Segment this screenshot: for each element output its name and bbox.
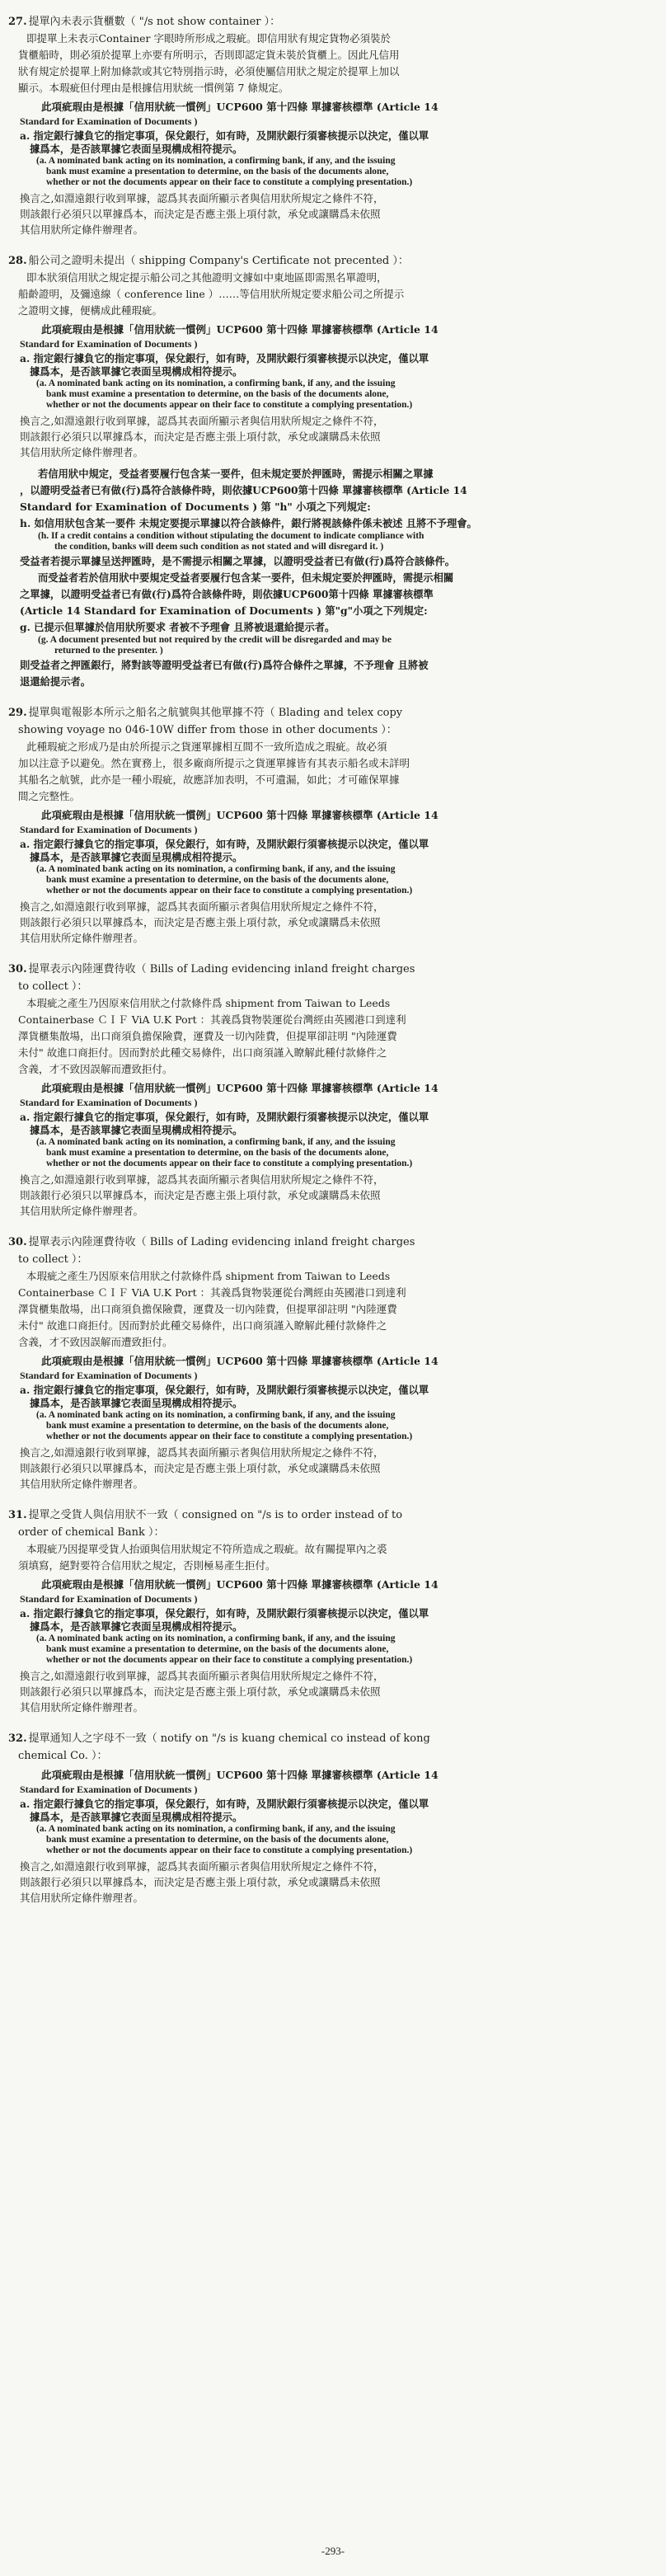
- article-text: a. 指定銀行據負它的指定事項，保兌銀行，如有時，及開狀銀行須審核提示以決定，僅以單: [20, 1384, 429, 1396]
- note-text: Standard for Examination of Documents ) 第 "h" 小項之下列規定:: [20, 501, 371, 513]
- citation-heading: Standard for Examination of Documents ): [20, 1370, 198, 1381]
- citation-block: [8, 99, 659, 237]
- article-text: a. 指定銀行據負它的指定事項，保兌銀行，如有時，及開狀銀行須審核提示以決定，僅以單: [20, 1111, 429, 1123]
- section-title: 30. 提單表示內陸運費待收（ Bills of Lading evidencing inland freight charges: [8, 963, 415, 975]
- article-english: whether or not the documents appear on their face to constitute a complying presentation.): [46, 400, 413, 410]
- article-english: bank must examine a presentation to determine, on the basis of the documents alone,: [46, 1148, 389, 1158]
- paragraph: 含義，才不致因誤解而遭致拒付。: [18, 1063, 173, 1075]
- article-text: 據爲本，是否該單據它表面呈現構成相符提示。: [30, 1397, 243, 1409]
- paragraph: 澤貨櫃集散場，出口商須負擔保險費，運費及一切內陸費，但提單卻註明 "內陸運費: [18, 1030, 397, 1042]
- section-30: [8, 961, 659, 1219]
- note-text: ，以證明受益者已有做(行)爲符合該條件時，則依據UCP600第十四條 單據審核標準 (Article 14: [20, 484, 467, 496]
- section-31: [8, 1507, 659, 1715]
- rule-h: h. 如信用狀包含某一要件 未規定要提示單據以符合該條件，銀行將視該條件係未被述 且將不予理會。: [20, 517, 477, 529]
- article-english: bank must examine a presentation to determine, on the basis of the documents alone,: [46, 389, 389, 399]
- article-english: whether or not the documents appear on their face to constitute a complying presentation.): [46, 1845, 413, 1855]
- article-english: whether or not the documents appear on their face to constitute a complying presentation.): [46, 1655, 413, 1665]
- paragraph: 未付" 故進口商拒付。因而對於此種交易條件，出口商須謹入瞭解此種付款條件之: [18, 1319, 387, 1332]
- section-title: 32. 提單通知人之字母不一致（ notify on "/s is kuang chemical co instead of kong: [8, 1732, 430, 1745]
- explanation: 換言之,如淵遠銀行收到單據，認爲其表面所顯示者與信用狀所規定之條件不符，: [20, 192, 384, 204]
- article-text: a. 指定銀行據負它的指定事項，保兌銀行，如有時，及開狀銀行須審核提示以決定，僅以單: [20, 1607, 429, 1619]
- paragraph: 之證明文據，便構成此種瑕疵。: [18, 304, 163, 317]
- article-english: (a. A nominated bank acting on its nomination, a confirming bank, if any, and the issuing: [36, 378, 396, 388]
- explanation: 其信用狀所定條件辦理者。: [20, 1892, 144, 1904]
- paragraph: 未付" 故進口商拒付。因而對於此種交易條件，出口商須謹入瞭解此種付款條件之: [18, 1046, 387, 1059]
- paragraph: 澤貨櫃集散場，出口商須負擔保險費，運費及一切內陸費，但提單卻註明 "內陸運費: [18, 1303, 397, 1315]
- explanation: 則該銀行必須只以單據爲本，而決定是否應主張上項付款，承兌或讓購爲未依照: [20, 1876, 381, 1888]
- article-english: bank must examine a presentation to determine, on the basis of the documents alone,: [46, 1644, 389, 1654]
- section-title-cont: chemical Co. ）：: [18, 1750, 108, 1762]
- paragraph: 貨櫃船時，則必須於提單上亦要有所明示，否則即認定貨未裝於貨櫃上。因此凡信用: [18, 49, 400, 61]
- citation-heading: 此項疵瑕由是根據「信用狀統一慣例」UCP600 第十四條 單據審核標準 (Article 14: [41, 1355, 439, 1367]
- article-text: a. 指定銀行據負它的指定事項，保兌銀行，如有時，及開狀銀行須審核提示以決定，僅以單: [20, 129, 429, 142]
- note-text: 則受益者之押匯銀行，將對該等證明受益者已有做(行)爲符合條件之單據，不予理會 且將被: [20, 659, 429, 671]
- citation-heading: 此項疵瑕由是根據「信用狀統一慣例」UCP600 第十四條 單據審核標準 (Article 14: [41, 101, 439, 113]
- explanation: 換言之,如淵遠銀行收到單據，認爲其表面所顯示者與信用狀所規定之條件不符，: [20, 900, 384, 913]
- section-title-cont: order of chemical Bank ）：: [18, 1526, 165, 1539]
- explanation: 則該銀行必須只以單據爲本，而決定是否應主張上項付款，承兌或讓購爲未依照: [20, 1462, 381, 1474]
- article-text: 據爲本，是否該單據它表面呈現構成相符提示。: [30, 143, 243, 155]
- paragraph: 顯示。本瑕疵但付理由是根據信用狀統一慣例第 7 條規定。: [18, 82, 289, 94]
- explanation: 換言之,如淵遠銀行收到單據，認爲其表面所顯示者與信用狀所規定之條件不符，: [20, 1446, 384, 1459]
- paragraph: 間之完整性。: [18, 790, 81, 802]
- article-text: 據爲本，是否該單據它表面呈現構成相符提示。: [30, 1620, 243, 1633]
- note-text: 之單據，以證明受益者已有做(行)爲符合該條件時，則依據UCP600第十四條 單據審核標準: [20, 588, 434, 600]
- citation-heading: Standard for Examination of Documents ): [20, 824, 198, 835]
- article-text: 據爲本，是否該單據它表面呈現構成相符提示。: [30, 1811, 243, 1823]
- article-english: (a. A nominated bank acting on its nomination, a confirming bank, if any, and the issuing: [36, 1137, 396, 1147]
- section-title: 31. 提單之受貨人與信用狀不一致（ consigned on "/s is to order instead of to: [8, 1509, 403, 1521]
- citation-block: [8, 1353, 659, 1492]
- article-english: whether or not the documents appear on their face to constitute a complying presentation.): [46, 177, 413, 187]
- explanation: 則該銀行必須只以單據爲本，而決定是否應主張上項付款，承兌或讓購爲未依照: [20, 208, 381, 220]
- article-english: whether or not the documents appear on their face to constitute a complying presentation.): [46, 886, 413, 895]
- paragraph: 即提單上未表示Container 字眼時所形成之瑕疵。即信用狀有規定貨物必須裝於: [26, 32, 392, 45]
- article-text: 據爲本，是否該單據它表面呈現構成相符提示。: [30, 365, 243, 378]
- article-english: (a. A nominated bank acting on its nomination, a confirming bank, if any, and the issuing: [36, 1634, 396, 1643]
- article-english: bank must examine a presentation to determine, on the basis of the documents alone,: [46, 1421, 389, 1431]
- explanation: 換言之,如淵遠銀行收到單據，認爲其表面所顯示者與信用狀所規定之條件不符，: [20, 1860, 384, 1873]
- paragraph: 須填寫，絕對要符合信用狀之規定，否則極易產生拒付。: [18, 1559, 276, 1572]
- explanation: 換言之,如淵遠銀行收到單據，認爲其表面所顯示者與信用狀所規定之條件不符，: [20, 415, 384, 427]
- paragraph: 本瑕疵之產生乃因原來信用狀之付款條件爲 shipment from Taiwan to Leeds: [26, 997, 391, 1009]
- explanation: 其信用狀所定條件辦理者。: [20, 1478, 144, 1490]
- article-text: a. 指定銀行據負它的指定事項，保兌銀行，如有時，及開狀銀行須審核提示以決定，僅以單: [20, 838, 429, 850]
- citation-heading: 此項疵瑕由是根據「信用狀統一慣例」UCP600 第十四條 單據審核標準 (Article 14: [41, 1082, 439, 1094]
- section-title-cont: to collect ）：: [18, 980, 88, 993]
- article-english: whether or not the documents appear on their face to constitute a complying presentation.): [46, 1159, 413, 1168]
- rule-g-english: returned to the presenter. ): [54, 646, 163, 656]
- paragraph: 船齡證明，及彌遠線（ conference line ）……等信用狀所規定要求船公司之所提示: [18, 288, 405, 300]
- section-30-repeat: [8, 1234, 659, 1492]
- rule-g-english: (g. A document presented but not required by the credit will be disregarded and may be: [38, 635, 392, 645]
- article-english: bank must examine a presentation to determine, on the basis of the documents alone,: [46, 167, 389, 176]
- explanation: 其信用狀所定條件辦理者。: [20, 1205, 144, 1217]
- paragraph: 狀有規定於提單上附加條款或其它特別指示時，必須使屬信用狀之規定於提單上加以: [18, 65, 400, 78]
- section-28: [8, 252, 659, 689]
- citation-heading: Standard for Examination of Documents ): [20, 115, 198, 127]
- paragraph: Containerbase ＣＩＦ ViA U.K Port ：其義爲貨物裝運從台灣經由英國港口到達利: [18, 1013, 406, 1026]
- rule-g: g. 已提示但單據於信用狀所要求 者被不予理會 且將被退還給提示者。: [20, 621, 335, 633]
- citation-heading: Standard for Examination of Documents ): [20, 1097, 198, 1108]
- section-29: [8, 704, 659, 946]
- section-title: 27. 提單內未表示貨櫃數（ "/s not show container ）：: [8, 16, 281, 28]
- explanation: 其信用狀所定條件辦理者。: [20, 223, 144, 236]
- note-text: 若信用狀中規定，受益者要履行包含某一要件，但未規定要於押匯時，需提示相關之單據: [38, 468, 434, 480]
- article-text: a. 指定銀行據負它的指定事項，保兌銀行，如有時，及開狀銀行須審核提示以決定，僅以單: [20, 352, 429, 364]
- article-english: (a. A nominated bank acting on its nomination, a confirming bank, if any, and the issuing: [36, 864, 396, 874]
- article-text: 據爲本，是否該單據它表面呈現構成相符提示。: [30, 1124, 243, 1136]
- citation-heading: 此項疵瑕由是根據「信用狀統一慣例」UCP600 第十四條 單據審核標準 (Article 14: [41, 1578, 439, 1591]
- citation-heading: 此項疵瑕由是根據「信用狀統一慣例」UCP600 第十四條 單據審核標準 (Article 14: [41, 323, 439, 336]
- note-text: (Article 14 Standard for Examination of Documents ) 第"g"小項之下列規定:: [20, 604, 428, 617]
- section-27: [8, 13, 659, 237]
- section-title-cont: to collect ）：: [18, 1253, 88, 1266]
- citation-block: [8, 807, 659, 946]
- citation-heading: 此項疵瑕由是根據「信用狀統一慣例」UCP600 第十四條 單據審核標準 (Article 14: [41, 809, 439, 821]
- citation-heading: Standard for Examination of Documents ): [20, 1784, 198, 1795]
- citation-block: [8, 1767, 659, 1906]
- rule-h-english: the condition, banks will deem such condition as not stated and will disregard it. ): [54, 542, 384, 552]
- paragraph: 此種瑕疵之形成乃是由於所提示之貨運單據相互間不一致所造成之瑕疵。故必須: [26, 740, 387, 753]
- article-english: (a. A nominated bank acting on its nomination, a confirming bank, if any, and the issuing: [36, 1410, 396, 1420]
- explanation: 其信用狀所定條件辦理者。: [20, 446, 144, 458]
- page-number: -293-: [321, 2545, 345, 2557]
- paragraph: 本瑕疵之產生乃因原來信用狀之付款條件爲 shipment from Taiwan to Leeds: [26, 1270, 391, 1282]
- section-title: 30. 提單表示內陸運費待收（ Bills of Lading evidencing inland freight charges: [8, 1236, 415, 1248]
- article-english: whether or not the documents appear on their face to constitute a complying presentation.): [46, 1431, 413, 1441]
- rule-h-english: (h. If a credit contains a condition without stipulating the document to indicate compliance with: [38, 531, 424, 541]
- article-english: (a. A nominated bank acting on its nomination, a confirming bank, if any, and the issuing: [36, 156, 396, 166]
- explanation: 則該銀行必須只以單據爲本，而決定是否應主張上項付款，承兌或讓購爲未依照: [20, 1189, 381, 1201]
- citation-block: [8, 1080, 659, 1219]
- article-english: bank must examine a presentation to determine, on the basis of the documents alone,: [46, 1835, 389, 1845]
- paragraph: Containerbase ＣＩＦ ViA U.K Port ：其義爲貨物裝運從台灣經由英國港口到達利: [18, 1286, 406, 1299]
- explanation: 則該銀行必須只以單據爲本，而決定是否應主張上項付款，承兌或讓購爲未依照: [20, 1685, 381, 1698]
- explanation: 換言之,如淵遠銀行收到單據，認爲其表面所顯示者與信用狀所規定之條件不符，: [20, 1670, 384, 1682]
- explanation: 則該銀行必須只以單據爲本，而決定是否應主張上項付款，承兌或讓購爲未依照: [20, 430, 381, 443]
- explanation: 則該銀行必須只以單據爲本，而決定是否應主張上項付款，承兌或讓購爲未依照: [20, 916, 381, 928]
- explanation: 其信用狀所定條件辦理者。: [20, 1701, 144, 1713]
- note-text: 退還給提示者。: [20, 675, 91, 688]
- explanation: 換言之,如淵遠銀行收到單據，認爲其表面所顯示者與信用狀所規定之條件不符，: [20, 1173, 384, 1186]
- citation-heading: Standard for Examination of Documents ): [20, 338, 198, 350]
- section-title-cont: showing voyage no 046-10W differ from those in other documents ）：: [18, 724, 397, 736]
- paragraph: 含義，才不致因誤解而遭致拒付。: [18, 1336, 173, 1348]
- article-english: (a. A nominated bank acting on its nomination, a confirming bank, if any, and the issuing: [36, 1824, 396, 1834]
- citation-heading: 此項疵瑕由是根據「信用狀統一慣例」UCP600 第十四條 單據審核標準 (Article 14: [41, 1769, 439, 1781]
- paragraph: 本瑕疵乃因提單受貨人抬頭與信用狀規定不符所造成之瑕疵。故有關提單內之裘: [26, 1543, 387, 1555]
- section-title: 29. 提單與電報影本所示之船名之航號與其他單據不符（ Blading and telex copy: [8, 707, 403, 719]
- explanation: 其信用狀所定條件辦理者。: [20, 932, 144, 944]
- note-text: 受益者若提示單據呈送押匯時，是不需提示相關之單據，以證明受益者已有做(行)爲符合該條件。: [20, 555, 456, 567]
- article-text: a. 指定銀行據負它的指定事項，保兌銀行，如有時，及開狀銀行須審核提示以決定，僅以單: [20, 1798, 429, 1810]
- article-english: bank must examine a presentation to determine, on the basis of the documents alone,: [46, 875, 389, 885]
- paragraph: 其船名之航號，此亦是一種小瑕疵，故應詳加表明，不可遺漏，如此；才可確保單據: [18, 773, 400, 786]
- content-column: [8, 13, 659, 1920]
- citation-block: [8, 1577, 659, 1715]
- paragraph: 加以注意予以避免。然在實務上，很多廠商所提示之貨運單據皆有其表示船名或未詳明: [18, 757, 410, 769]
- citation-block: [8, 322, 659, 460]
- article-text: 據爲本，是否該單據它表面呈現構成相符提示。: [30, 851, 243, 863]
- citation-heading: Standard for Examination of Documents ): [20, 1593, 198, 1605]
- note-text: 而受益者若於信用狀中要規定受益者要履行包含某一要件，但未規定要於押匯時，需提示相關: [38, 571, 454, 584]
- section-title: 28. 船公司之證明未提出（ shipping Company's Certificate not precented ）：: [8, 255, 409, 267]
- paragraph: 即本狀須信用狀之規定提示船公司之其他證明文據如中東地區即需黑名單證明，: [26, 271, 387, 284]
- section-32: [8, 1730, 659, 1906]
